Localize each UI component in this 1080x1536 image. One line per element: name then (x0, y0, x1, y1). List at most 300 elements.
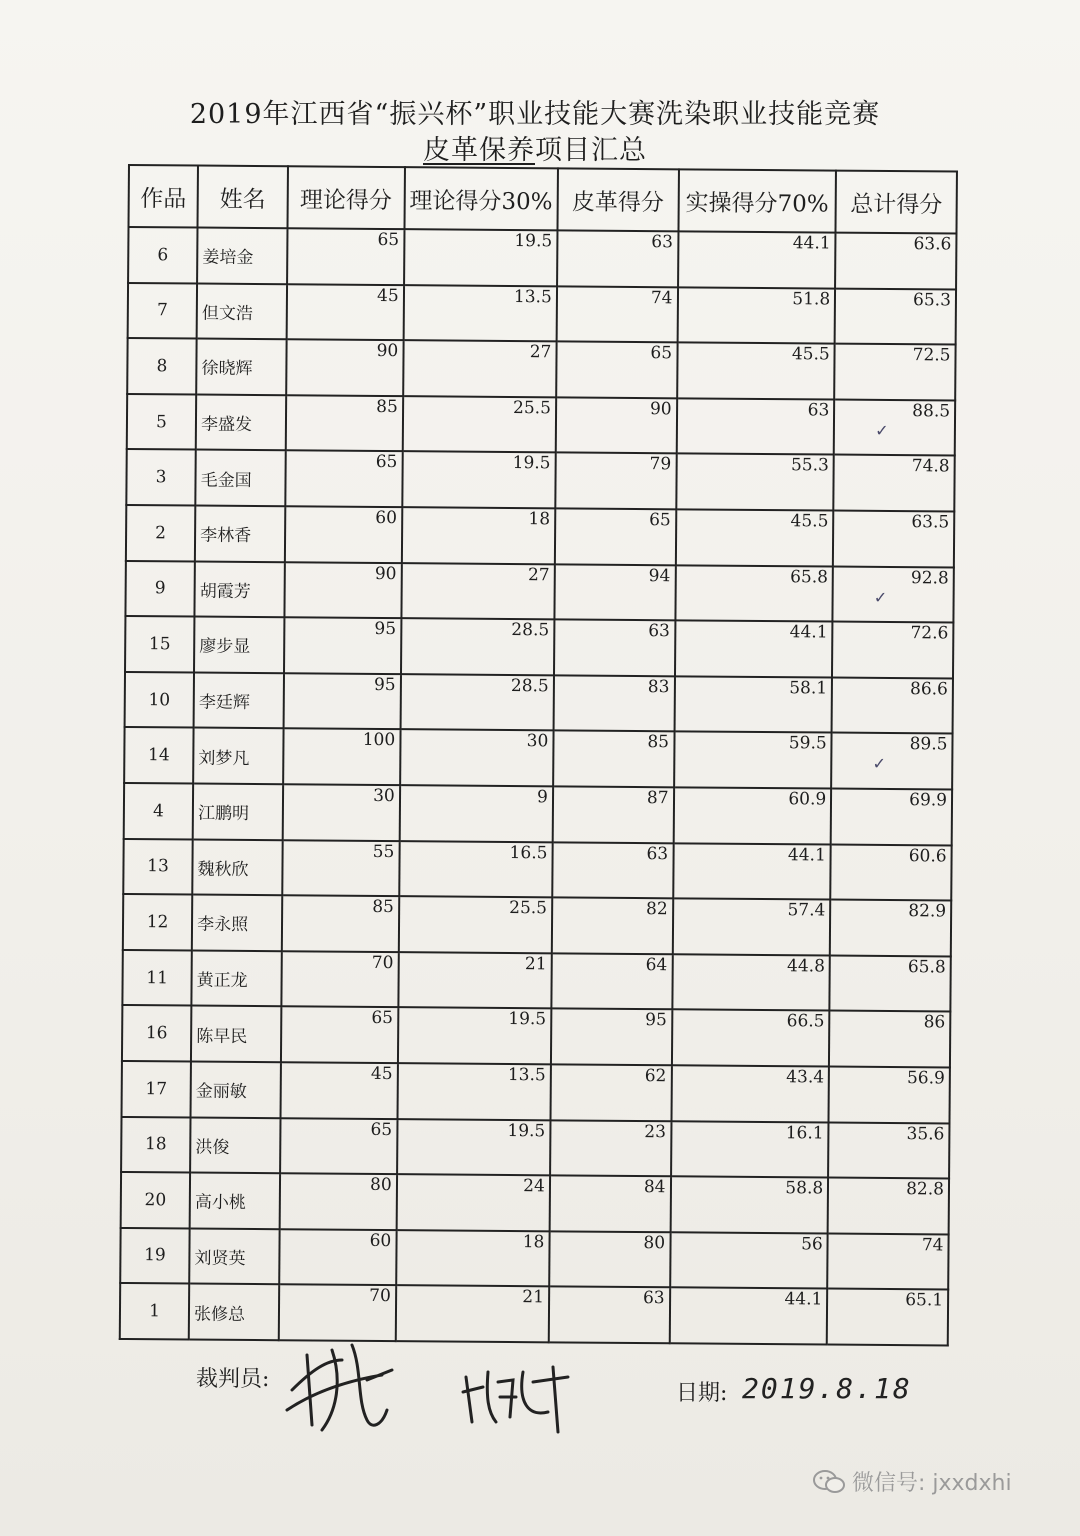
total-cell (830, 900, 951, 957)
table-row (126, 505, 954, 567)
entry-no-cell-value: 11 (146, 967, 169, 988)
theory-cell (283, 673, 400, 730)
name-cell-value: 胡霞芳 (199, 581, 251, 602)
practice-70-cell-value: 60.9 (788, 789, 827, 810)
name-cell (195, 450, 285, 506)
theory-cell (285, 506, 402, 563)
theory-30-cell-value: 21 (524, 953, 547, 975)
leather-cell (552, 897, 673, 954)
subtitle-rest: 项目汇总 (535, 135, 647, 166)
referee-signature-1 (272, 1330, 402, 1440)
name-cell (197, 228, 287, 284)
entry-no-cell (125, 672, 195, 728)
table-row (124, 727, 952, 789)
leather-cell (554, 620, 675, 677)
name-cell (191, 1006, 281, 1062)
theory-cell-value: 65 (375, 452, 398, 473)
referee-label: 裁判员: (196, 1367, 270, 1392)
document-subtitle (120, 128, 950, 167)
leather-cell (556, 286, 677, 343)
table-row (121, 1116, 949, 1178)
theory-cell (281, 1007, 398, 1064)
leather-cell (550, 1064, 671, 1121)
practice-70-cell-value: 58.8 (785, 1178, 824, 1199)
name-cell-value: 张修总 (193, 1304, 246, 1325)
entry-no-cell (125, 616, 195, 672)
total-cell (832, 677, 953, 734)
entry-no-cell (124, 727, 194, 783)
entry-no-cell (128, 283, 198, 339)
entry-no-cell (121, 1172, 191, 1228)
name-cell (196, 394, 286, 450)
entry-no-cell-value: 18 (144, 1134, 167, 1155)
entry-no-cell (122, 1061, 192, 1117)
theory-30-cell-value: 27 (529, 342, 552, 363)
leather-cell (556, 342, 677, 399)
total-cell-value: 82.9 (908, 901, 947, 922)
entry-no-cell-value: 17 (145, 1078, 168, 1100)
leather-cell-value: 95 (645, 1010, 667, 1031)
wechat-icon (812, 1468, 846, 1496)
theory-cell-value: 95 (373, 674, 396, 695)
total-cell-value: 72.6 (910, 623, 949, 644)
table-row (125, 672, 953, 734)
practice-70-cell (674, 676, 832, 733)
name-cell-value: 李盛发 (200, 414, 253, 436)
entry-no-cell (123, 839, 193, 895)
theory-cell-value: 65 (370, 1119, 393, 1140)
total-cell (834, 455, 955, 512)
name-cell (191, 950, 281, 1006)
entry-no-cell-value: 5 (156, 411, 168, 432)
theory-cell (284, 562, 401, 619)
theory-30-cell-value: 27 (527, 564, 550, 585)
entry-no-cell (121, 1116, 191, 1172)
header-entry-no: 作品 (129, 165, 199, 228)
total-cell (829, 1011, 950, 1068)
practice-70-cell (677, 287, 835, 344)
name-cell (195, 561, 285, 617)
theory-cell (283, 729, 400, 786)
theory-cell (286, 284, 403, 341)
name-cell (193, 728, 283, 784)
table-row (128, 283, 956, 345)
score-table (119, 164, 958, 1346)
practice-70-cell (671, 1121, 829, 1178)
name-cell-value: 魏秋欣 (197, 859, 249, 880)
total-cell-value: 69.9 (909, 790, 948, 811)
leather-cell-value: 94 (648, 565, 671, 586)
practice-70-cell (672, 1010, 830, 1067)
header-theory: 理论得分 (287, 166, 404, 229)
practice-70-cell-value: 63 (807, 400, 830, 421)
theory-cell-value: 95 (374, 619, 397, 640)
table-row (123, 894, 951, 956)
theory-30-cell (402, 396, 556, 453)
practice-70-cell-value: 44.1 (789, 622, 828, 643)
name-cell-value: 洪俊 (195, 1137, 230, 1158)
theory-30-cell (402, 507, 556, 564)
checkmark-icon: ✓ (872, 754, 887, 774)
practice-70-cell (670, 1176, 828, 1233)
practice-70-cell (675, 620, 833, 677)
practice-70-cell (669, 1288, 827, 1345)
total-cell-value: 65.3 (913, 289, 952, 311)
entry-no-cell-value: 2 (155, 522, 167, 544)
leather-cell-value: 83 (647, 676, 670, 698)
leather-cell-value: 23 (644, 1121, 667, 1142)
total-cell (832, 622, 953, 679)
referee-signature-2 (458, 1352, 578, 1442)
entry-no-cell-value: 8 (156, 356, 168, 377)
leather-cell-value: 62 (644, 1065, 667, 1087)
name-cell-value: 徐晓辉 (201, 359, 253, 380)
theory-cell-value: 70 (369, 1286, 391, 1307)
theory-30-cell-value: 19.5 (508, 1009, 547, 1030)
leather-cell (549, 1287, 670, 1344)
entry-no-cell (120, 1283, 190, 1339)
practice-70-cell-value: 43.4 (786, 1067, 825, 1088)
leather-cell-value: 79 (649, 454, 672, 475)
leather-cell-value: 80 (643, 1232, 666, 1253)
practice-70-cell-value: 56 (801, 1234, 823, 1255)
entry-no-cell (124, 783, 194, 839)
leather-cell (556, 397, 677, 454)
name-cell-value: 刘梦凡 (198, 748, 250, 769)
theory-30-cell-value: 13.5 (513, 286, 552, 307)
total-cell-value: 88.5 (912, 400, 951, 422)
table-row (124, 783, 952, 845)
theory-cell-value: 45 (376, 285, 399, 306)
name-cell-value: 李林香 (200, 525, 252, 547)
leather-cell (549, 1175, 670, 1232)
theory-cell (285, 451, 402, 508)
leather-cell (549, 1231, 670, 1288)
table-row (120, 1228, 948, 1290)
leather-cell (551, 1009, 672, 1066)
practice-70-cell-value: 55.3 (790, 455, 829, 476)
theory-cell (282, 784, 399, 841)
theory-30-cell-value: 21 (522, 1287, 545, 1308)
date-label: 日期: (676, 1381, 728, 1406)
theory-30-cell (400, 674, 554, 731)
entry-no-cell-value: 10 (148, 689, 171, 710)
entry-no-cell (122, 1005, 192, 1061)
theory-30-cell-value: 18 (528, 509, 551, 530)
name-cell-value: 毛金国 (200, 470, 252, 491)
total-cell (827, 1233, 948, 1290)
total-cell-value: 72.5 (912, 345, 951, 366)
name-cell (190, 1117, 280, 1173)
table-row (122, 1061, 950, 1123)
practice-70-cell (670, 1232, 828, 1289)
theory-cell (282, 840, 399, 897)
practice-70-cell (676, 398, 834, 455)
theory-cell (280, 1062, 397, 1119)
total-cell (829, 1066, 950, 1123)
table-row (127, 338, 955, 400)
practice-70-cell-value: 45.5 (790, 511, 829, 532)
theory-cell (286, 339, 403, 396)
total-cell-value: 74 (921, 1234, 944, 1256)
practice-70-cell-value: 51.8 (792, 288, 831, 310)
entry-no-cell-value: 6 (157, 245, 169, 266)
total-cell-value: 60.6 (908, 845, 947, 866)
total-cell-value: 56.9 (906, 1068, 945, 1089)
name-cell-value: 江鹏明 (197, 803, 250, 825)
theory-30-cell-value: 18 (522, 1231, 545, 1252)
entry-no-cell-value: 15 (148, 634, 171, 655)
theory-cell-value: 60 (369, 1230, 392, 1251)
header-total: 总计得分 (836, 171, 957, 234)
leather-cell (553, 675, 674, 732)
theory-cell (284, 617, 401, 674)
total-cell (833, 511, 954, 568)
document-title: 2019年江西省“振兴杯”职业技能大赛洗染职业技能竞赛 (189, 99, 881, 130)
entry-no-cell-value: 14 (147, 745, 170, 766)
leather-cell-value: 85 (647, 732, 670, 753)
total-cell-value: 35.6 (906, 1123, 945, 1144)
name-cell-value: 廖步显 (199, 637, 251, 658)
practice-70-cell-value: 44.1 (784, 1289, 823, 1310)
leather-cell (551, 953, 672, 1010)
practice-70-cell (673, 787, 831, 844)
total-cell (835, 288, 956, 345)
entry-no-cell (125, 561, 195, 617)
theory-30-cell (397, 1063, 551, 1120)
theory-30-cell-value: 16.5 (509, 842, 548, 863)
name-cell (192, 839, 282, 895)
total-cell-value: 65.1 (905, 1290, 944, 1311)
name-cell (189, 1284, 279, 1340)
leather-cell (552, 842, 673, 899)
practice-70-cell-value: 58.1 (789, 677, 828, 699)
practice-70-cell (673, 843, 831, 900)
leather-cell-value: 84 (643, 1177, 666, 1198)
entry-no-cell-value: 12 (146, 912, 169, 933)
name-cell (193, 783, 283, 839)
table-row (122, 1005, 950, 1067)
name-cell-value: 刘贤英 (194, 1248, 246, 1269)
practice-70-cell-value: 65.8 (790, 566, 829, 588)
header-name: 姓名 (198, 166, 288, 229)
leather-cell (555, 453, 676, 510)
total-cell (834, 399, 955, 456)
checkmark-icon: ✓ (873, 587, 888, 607)
leather-cell (553, 731, 674, 788)
total-cell (831, 788, 952, 845)
theory-30-cell (403, 285, 557, 342)
theory-cell (281, 951, 398, 1008)
table-row (127, 394, 955, 456)
practice-70-cell (678, 231, 836, 288)
practice-70-cell (676, 454, 834, 511)
practice-70-cell-value: 44.1 (787, 844, 826, 866)
total-cell (831, 733, 952, 790)
leather-cell-value: 87 (646, 788, 669, 809)
practice-70-cell-value: 44.8 (787, 955, 826, 977)
theory-30-cell (400, 729, 554, 786)
practice-70-cell (672, 954, 830, 1011)
theory-cell (286, 395, 403, 452)
leather-cell (554, 564, 675, 621)
total-cell-value: 63.6 (913, 234, 952, 255)
entry-no-cell (127, 394, 197, 450)
theory-cell-value: 90 (374, 563, 397, 584)
total-cell-value: 82.8 (906, 1179, 945, 1200)
entry-no-cell-value: 7 (156, 300, 168, 321)
leather-cell-value: 82 (646, 899, 668, 920)
total-cell-value: 86.6 (909, 678, 948, 700)
table-row (125, 616, 953, 678)
total-cell (833, 566, 954, 623)
entry-no-cell-value: 9 (154, 578, 166, 599)
practice-70-cell (672, 898, 830, 955)
practice-70-cell (675, 565, 833, 622)
theory-30-cell-value: 19.5 (514, 231, 553, 252)
practice-70-cell-value: 16.1 (785, 1122, 824, 1143)
theory-30-cell-value: 19.5 (507, 1120, 546, 1141)
table-row (122, 950, 950, 1012)
name-cell (195, 506, 285, 562)
total-cell (827, 1289, 948, 1346)
leather-cell-value: 63 (646, 843, 669, 864)
total-cell (828, 1122, 949, 1179)
practice-70-cell (677, 343, 835, 400)
theory-cell (279, 1229, 396, 1286)
date-value: 2019.8.18 (742, 1372, 912, 1405)
table-row (125, 561, 953, 623)
table-row (121, 1172, 949, 1234)
name-cell-value: 姜培金 (202, 247, 254, 269)
theory-30-cell (398, 1007, 552, 1064)
header-leather: 皮革得分 (557, 168, 678, 231)
practice-70-cell (675, 509, 833, 566)
theory-30-cell (399, 896, 553, 953)
name-cell-value: 但文浩 (201, 303, 253, 324)
leather-cell-value: 65 (649, 510, 671, 531)
header-theory-30: 理论得分30% (404, 167, 558, 230)
table-row (120, 1283, 948, 1345)
theory-30-cell (399, 785, 553, 842)
theory-cell-value: 65 (371, 1008, 394, 1029)
theory-cell (280, 1118, 397, 1175)
header-practice-70: 实操得分70% (678, 169, 836, 232)
name-cell (190, 1173, 280, 1229)
total-cell-value: 65.8 (907, 956, 946, 978)
leather-cell (557, 230, 678, 287)
theory-30-cell (398, 952, 552, 1009)
theory-30-cell (397, 1119, 551, 1176)
entry-no-cell (120, 1228, 190, 1284)
entry-no-cell (123, 894, 193, 950)
leather-cell-value: 63 (642, 1288, 665, 1309)
total-cell-value: 63.5 (911, 512, 950, 533)
leather-cell-value: 65 (650, 343, 673, 364)
practice-70-cell-value: 59.5 (788, 733, 827, 754)
theory-30-cell-value: 9 (536, 787, 548, 808)
leather-cell (553, 786, 674, 843)
theory-30-cell (403, 340, 557, 397)
theory-30-cell-value: 13.5 (507, 1064, 546, 1086)
name-cell (192, 895, 282, 951)
theory-30-cell-value: 24 (523, 1176, 545, 1197)
table-row (126, 449, 954, 511)
theory-cell-value: 30 (373, 785, 395, 807)
table-row (128, 227, 956, 289)
wechat-watermark (812, 1466, 1012, 1497)
name-cell (194, 672, 284, 728)
name-cell (191, 1061, 281, 1117)
leather-cell-value: 64 (645, 954, 668, 975)
theory-30-cell (401, 563, 555, 620)
header-row (129, 165, 957, 234)
total-cell-value: 92.8 (910, 567, 949, 589)
leather-cell-value: 63 (651, 232, 674, 253)
total-cell (828, 1178, 949, 1235)
theory-30-cell-value: 25.5 (509, 898, 548, 919)
checkmark-icon: ✓ (875, 420, 889, 440)
entry-no-cell (127, 338, 197, 394)
theory-30-cell (404, 229, 558, 286)
practice-70-cell (671, 1065, 829, 1122)
name-cell (194, 617, 284, 673)
total-cell (835, 233, 956, 290)
theory-30-cell (396, 1230, 550, 1287)
practice-70-cell-value: 57.4 (787, 900, 826, 921)
total-cell (830, 955, 951, 1012)
leather-cell (550, 1120, 671, 1177)
total-cell (830, 844, 951, 901)
total-cell-value: 74.8 (911, 456, 950, 477)
leather-cell-value: 63 (648, 621, 670, 642)
entry-no-cell-value: 3 (155, 467, 167, 488)
entry-no-cell-value: 20 (144, 1190, 167, 1211)
theory-30-cell (402, 452, 556, 509)
entry-no-cell-value: 16 (145, 1023, 168, 1044)
theory-30-cell-value: 19.5 (512, 453, 551, 474)
subtitle-underlined: 皮革保养 (423, 135, 535, 166)
theory-30-cell (401, 618, 555, 675)
theory-cell-value: 100 (362, 730, 396, 751)
name-cell-value: 高小桃 (194, 1192, 247, 1214)
leather-cell-value: 90 (649, 398, 672, 420)
name-cell (189, 1228, 279, 1284)
theory-cell-value: 65 (377, 229, 400, 251)
theory-cell-value: 60 (375, 507, 398, 529)
theory-30-cell (396, 1174, 550, 1231)
entry-no-cell (128, 227, 198, 283)
theory-30-cell-value: 25.5 (513, 397, 552, 419)
name-cell-value: 金丽敏 (195, 1081, 247, 1103)
name-cell-value: 李永照 (197, 914, 249, 936)
entry-no-cell-value: 1 (149, 1301, 161, 1322)
entry-no-cell (122, 950, 192, 1006)
theory-30-cell-value: 28.5 (510, 675, 549, 697)
theory-cell (287, 228, 404, 285)
watermark-text: 微信号: jxxdxhi (852, 1471, 1012, 1496)
practice-70-cell-value: 44.1 (792, 233, 831, 254)
table-row (123, 839, 951, 901)
entry-no-cell-value: 4 (152, 800, 164, 822)
theory-30-cell (399, 841, 553, 898)
total-cell (834, 344, 955, 401)
practice-70-cell-value: 45.5 (791, 344, 830, 365)
entry-no-cell (126, 449, 196, 505)
theory-30-cell-value: 28.5 (511, 620, 550, 641)
theory-cell-value: 90 (376, 341, 399, 362)
name-cell-value: 黄正龙 (196, 970, 248, 991)
